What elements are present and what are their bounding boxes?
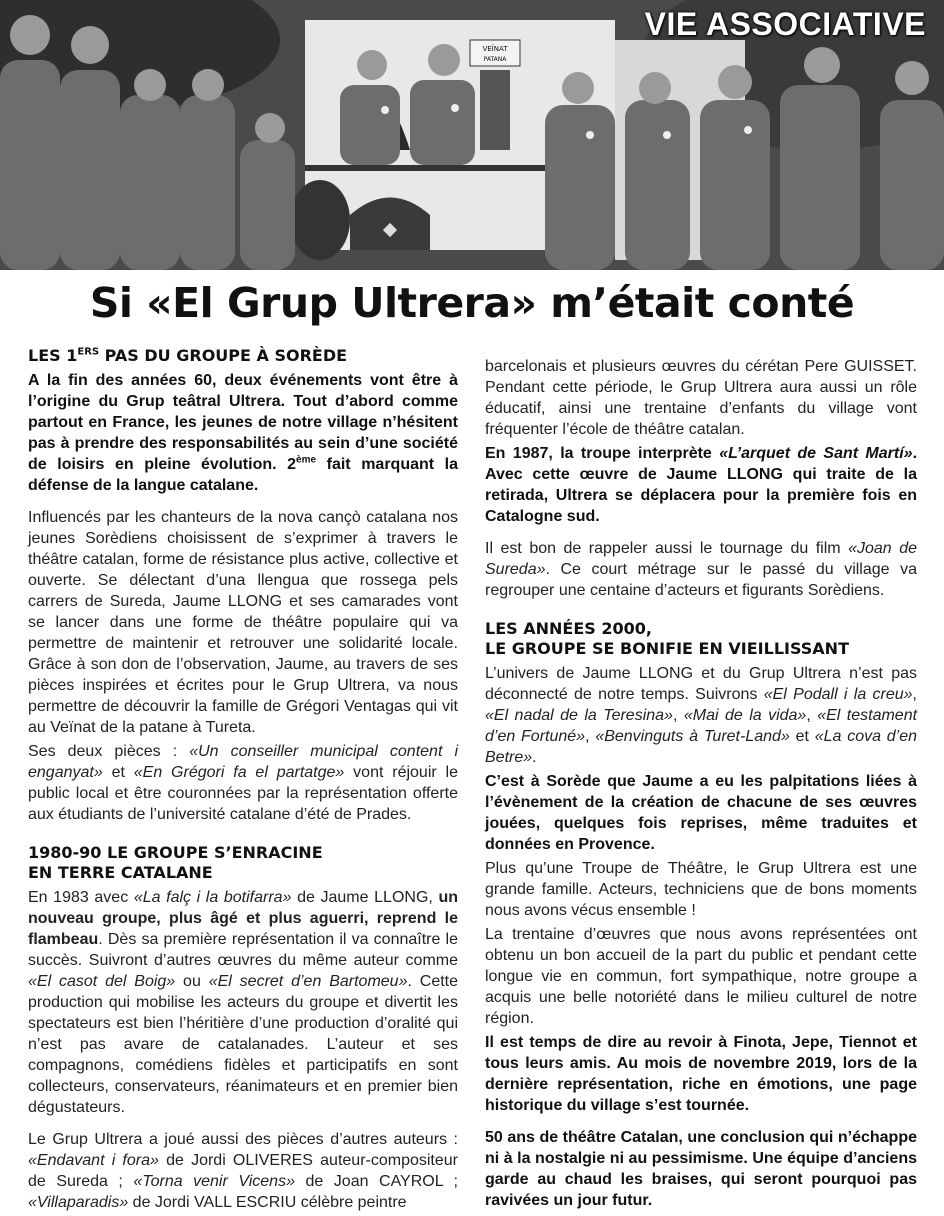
paragraph-1987: En 1987, la troupe interprète «L’arquet de Sant Martí». Avec cette œuvre de Jaume LLONG qui traite de la retirada, Ultrera se déplacera pour la première fois en Catalogne sud.: [485, 445, 918, 525]
intro-paragraph: A la fin des années 60, deux événements vont être à l’origine du Grup teâtral Ultrera. Tout d’abord comme partout en France, les jeunes de notre village n’hésitent pas à prendre des responsabilités au sein d’une société de loisirs en pleine évolution. 2ème fait marquant la défense de la langue catalane.: [28, 372, 459, 494]
conclusion-paragraph: 50 ans de théâtre Catalan, une conclusion qui n’échappe ni à la nostalgie ni au pessimisme. Une équipe d’anciens garde au chaud les braises, qui seront pourquoi pas ravivées un jour futur.: [485, 1129, 917, 1209]
paragraph: Plus qu’une Troupe de Théâtre, le Grup Ultrera est une grande famille. Acteurs, techniciens que de bons moments nous avons vécus ensemble !: [485, 860, 917, 919]
paragraph: La trentaine d’œuvres que nous avons représentées ont obtenu un bon accueil de la part du public et pendant cette longue vie en commun, fort sympathique, notre groupe a acquis une belle notoriété dans le milieu culturel de notre région.: [485, 926, 917, 1027]
section-heading-2000s: LES ANNÉES 2000, LE GROUPE SE BONIFIE EN VIEILLISSANT: [485, 619, 849, 658]
left-column: [28, 346, 458, 1216]
stage-sign-line1: VEÏNAT: [482, 45, 508, 53]
right-column: [485, 356, 917, 1214]
header-photo: [0, 0, 944, 270]
paragraph: C’est à Sorède que Jaume a eu les palpitations liées à l’évènement de la création de chacune de ses œuvres jouées, quelques fois reprises, même traduites et données en Provence.: [485, 773, 917, 853]
paragraph: L’univers de Jaume LLONG et du Grup Ultrera n’est pas déconnecté de notre temps. Suivrons «El Podall i la creu», «El nadal de la Teresina», «Mai de la vida», «El testament d’en Fortuné», «Benvinguts à Turet-Land» et «La cova d’en Betre».: [485, 665, 918, 766]
paragraph: barcelonais et plusieurs œuvres du cérétan Pere GUISSET. Pendant cette période, le Grup Ultrera aura aussi un rôle éducatif, ainsi une trentaine d’enfants du village vont fréquenter l’école de théâtre catalan.: [485, 358, 917, 438]
paragraph: En 1983 avec «La falç i la botifarra» de Jaume LLONG, un nouveau groupe, plus âgé et plus aguerri, reprend le flambeau. Dès sa première représentation il va connaître le succès. Suivront d’autres œuvres du même auteur comme «El casot del Boig» ou «El secret d’en Bartomeu». Cette production qui mobilise les acteurs du groupe et divertit les spectateurs est bien l’héritière d’une production d’oralité qui n’est pas avare de catalanades. L’auteur et ses compagnons, comédiens fidèles et participatifs en sont collecteurs, conservateurs, réanimateurs et en premier bien dégustateurs.: [28, 889, 459, 1116]
paragraph: Il est bon de rappeler aussi le tournage du film «Joan de Sureda». Ce court métrage sur le passé du village va regrouper une centaine d’acteurs et figurants Sorèdiens.: [485, 540, 917, 599]
paragraph: Le Grup Ultrera a joué aussi des pièces d’autres auteurs : «Endavant i fora» de Jordi OLIVERES auteur-compositeur de Sureda ; «Torna venir Vicens» de Joan CAYROL ; «Villaparadis» de Jordi VALL ESCRIU célèbre peintre: [28, 1131, 458, 1211]
paragraph: Ses deux pièces : «Un conseiller municipal content i enganyat» et «En Grégori fa el partatge» vont réjouir le public local et être couronnées par la représentation offerte aux étudiants de l’université catalane d’été de Prades.: [28, 743, 458, 823]
section-heading-first-steps: LES 1ERS PAS DU GROUPE À SORÈDE: [28, 346, 348, 365]
paragraph: Il est temps de dire au revoir à Finota, Jepe, Tiennot et tous leurs amis. Au mois de novembre 2019, lors de la dernière représentation, riche en émotions, une page historique du village s’est tournée.: [485, 1034, 917, 1114]
paragraph: Influencés par les chanteurs de la nova cançò catalana nos jeunes Sorèdiens choisissent de s’exprimer à travers le théâtre catalan, forme de résistance plus active, collective et ouverte. Se délectant d’una llengua que rossega pels carrers de Sureda, Jaume LLONG et ses camarades vont se lancer dans une forme de théâtre populaire qui va permettre de maintenir et retrouver une solidarité locale. Grâce à son don de l’observation, Jaume, au travers de ses pièces inspirées et écrites pour le Grup Ultrera, va nous permettre de découvrir la famille de Grégori Ventagas qui vit au Veïnat de la patane à Tureta.: [28, 509, 458, 736]
article-headline: Si «El Grup Ultrera» m’était conté: [89, 279, 855, 327]
section-heading-1980-90: 1980-90 LE GROUPE S’ENRACINE EN TERRE CATALANE: [28, 843, 323, 882]
section-tag: VIE ASSOCIATIVE: [644, 6, 926, 42]
stage-sign-line2: PATANA: [483, 56, 507, 63]
